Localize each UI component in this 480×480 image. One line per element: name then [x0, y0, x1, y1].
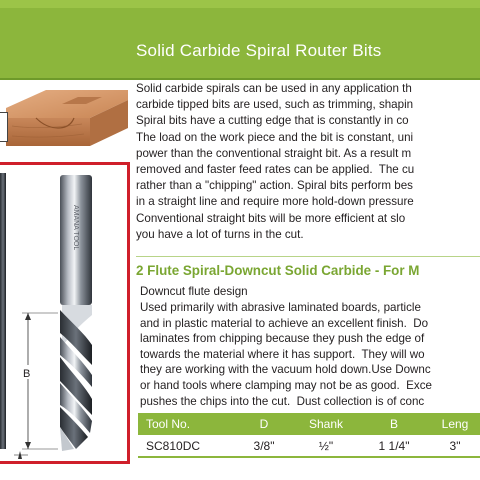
wood-workpiece-illustration [6, 88, 128, 146]
dimension-tag-box [0, 112, 8, 142]
column-header-tool-no: Tool No. [138, 413, 234, 435]
cell-d: 3/8" [234, 435, 294, 457]
intro-paragraph [136, 81, 480, 243]
desc-line: Used primarily with abrasive laminated boards, particle [140, 301, 421, 314]
desc-line: or hand tools where clamping may not be as good. Exce [140, 378, 432, 392]
intro-line: Conventional straight bits will be more efficient at slo [136, 211, 406, 225]
column-header-shank: Shank [294, 413, 358, 435]
dimension-label-b: B [23, 368, 31, 380]
column-header-b: B [358, 413, 430, 435]
intro-line: carbide tipped bits are used, such as trimming, shapin [136, 98, 414, 112]
cell-b: 1 1/4" [358, 435, 430, 457]
spec-table [138, 413, 480, 458]
header-band [0, 0, 480, 80]
column-header-d: D [234, 413, 294, 435]
intro-line: The load on the work piece and the bit is constant, uni [136, 130, 414, 144]
column-header-length: Leng [430, 413, 480, 435]
page-title: Solid Carbide Spiral Router Bits [136, 41, 382, 60]
description-paragraph [140, 300, 480, 409]
desc-line: they are working with the vacuum hold down.Use Downc [140, 363, 431, 377]
table-row [138, 435, 480, 457]
intro-line: Solid carbide spirals can be used in any application th [136, 82, 412, 95]
cell-shank: ½" [294, 435, 358, 457]
cell-length: 3" [430, 435, 480, 457]
section-subhead: Downcut flute design [140, 285, 248, 298]
intro-line: removed and faster feed rates can be applied. The cu [136, 163, 415, 177]
cell-tool-no: SC810DC [138, 435, 234, 457]
intro-line: power than the conventional straight bit. As a result m [136, 146, 412, 160]
bit-engraving: AMANA TOOL [72, 205, 79, 251]
table-header-row [138, 413, 480, 435]
section-title: 2 Flute Spiral-Downcut Solid Carbide - For M [136, 263, 420, 278]
header-top-stripe [0, 0, 480, 8]
intro-line: you have a lot of turns in the cut. [136, 227, 304, 241]
desc-line: pushes the chips into the cut. Dust collection is of conc [140, 394, 425, 408]
router-bit-figure-frame [0, 162, 130, 464]
desc-line: towards the material where it has support. They will wo [140, 347, 425, 361]
intro-line: rather than a "chipping" action. Spiral bits perform bes [136, 179, 413, 193]
desc-line: and in plastic material to achieve an excellent finish. Do [140, 316, 429, 330]
intro-line: Spiral bits have a cutting edge that is constantly in co [136, 114, 409, 128]
spiral-router-bit-illustration [0, 165, 127, 461]
section-divider [136, 256, 480, 257]
desc-line: laminates from chipping because they push the edge of [140, 332, 425, 346]
intro-line: in a straight line and require more hold-down pressure [136, 195, 414, 209]
